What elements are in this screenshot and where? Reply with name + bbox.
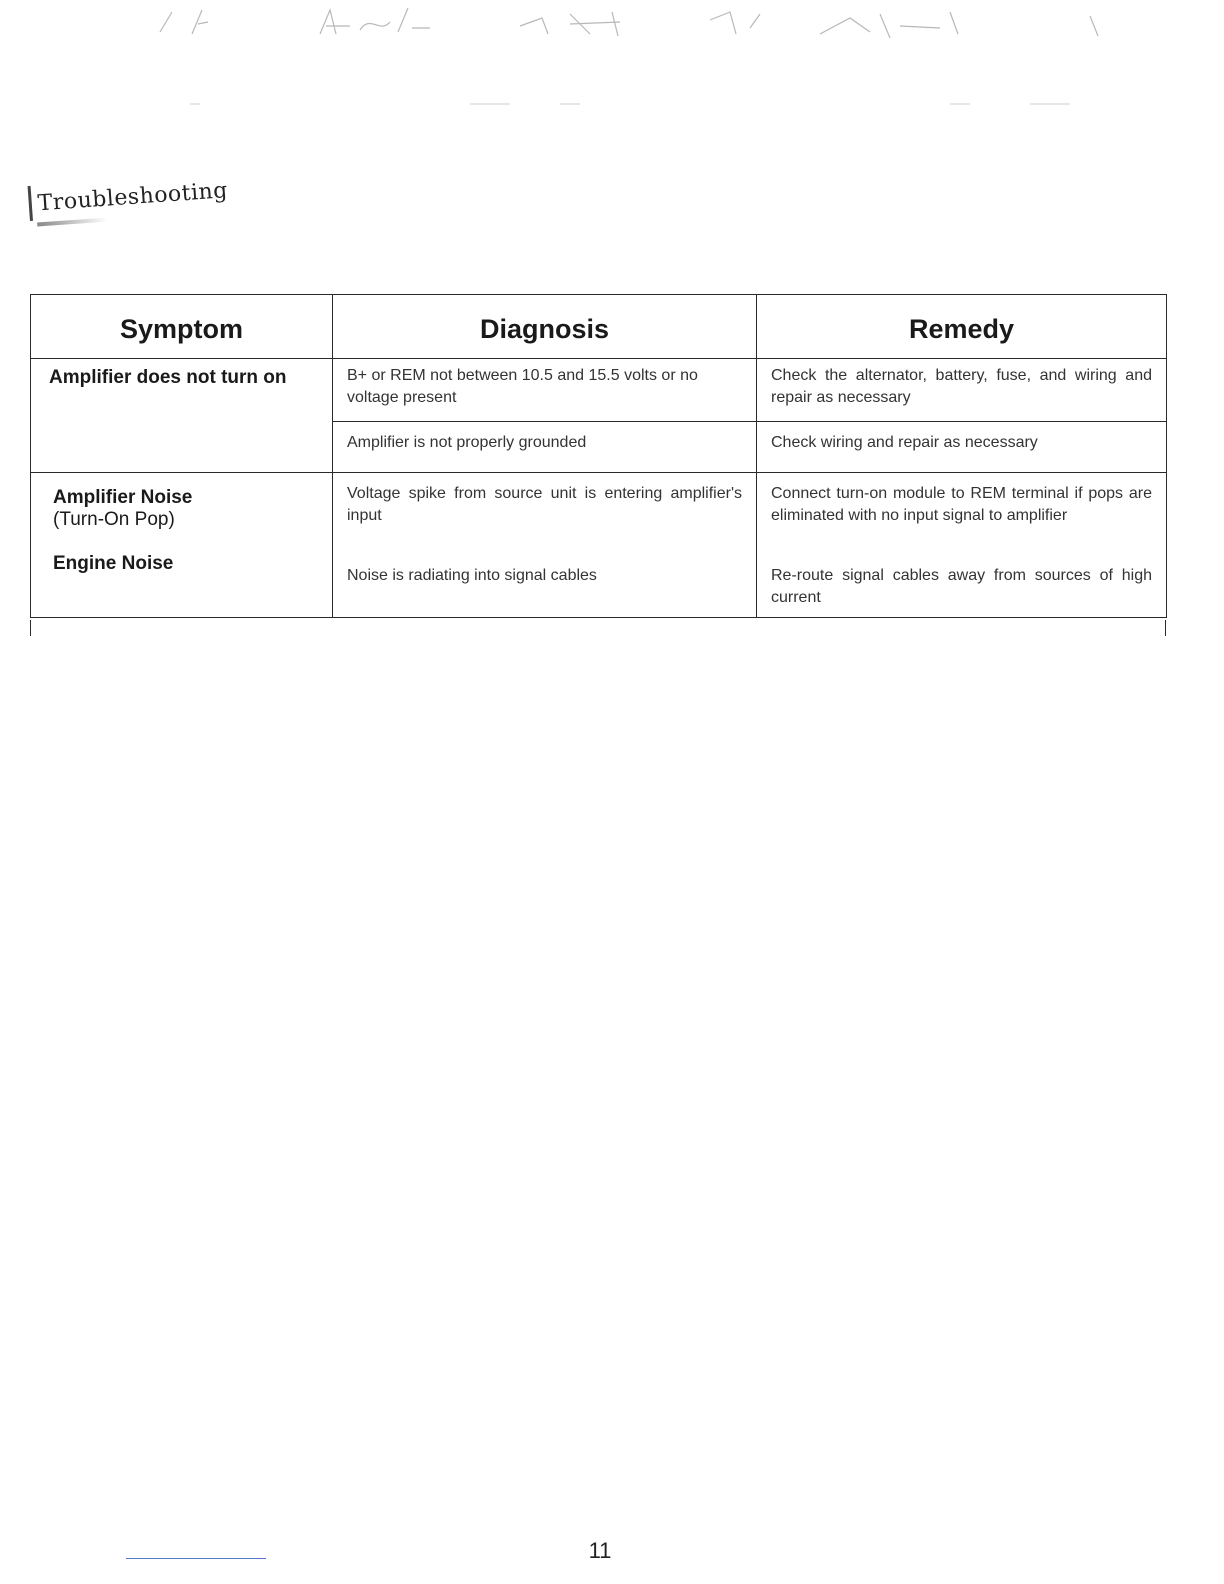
header-remedy: Remedy <box>757 295 1167 359</box>
section-title <box>28 172 235 221</box>
header-symptom: Symptom <box>31 295 333 359</box>
footer-link-rule <box>126 1558 266 1559</box>
diagnosis-cell <box>333 473 757 618</box>
diagnosis-text: Noise is radiating into signal cables <box>347 567 597 584</box>
remedy-cell <box>757 473 1167 618</box>
symptom-label: Amplifier does not turn on <box>49 367 287 388</box>
section-title-text: Troubleshooting <box>36 178 229 217</box>
diagnosis-text: Voltage spike from source unit is entering amplifier's input <box>347 485 742 524</box>
diagnosis-text: B+ or REM not between 10.5 and 15.5 volts or no voltage present <box>347 367 698 406</box>
symptom-sublabel: (Turn-On Pop) <box>53 509 175 530</box>
table-row <box>31 473 1167 618</box>
symptom-cell <box>31 473 333 618</box>
remedy-cell <box>757 422 1167 473</box>
table-row <box>31 359 1167 422</box>
scan-artifact-marks <box>150 4 1150 114</box>
table-edge-mark <box>1165 620 1166 636</box>
header-diagnosis: Diagnosis <box>333 295 757 359</box>
page-number: 11 <box>588 1538 612 1563</box>
symptom-cell <box>31 359 333 473</box>
remedy-text: Re-route signal cables away from sources of high current <box>771 567 1152 606</box>
remedy-text: Check the alternator, battery, fuse, and wiring and repair as necessary <box>771 367 1152 406</box>
title-smear-mark <box>37 218 107 227</box>
remedy-cell <box>757 359 1167 422</box>
diagnosis-cell <box>333 359 757 422</box>
diagnosis-cell <box>333 422 757 473</box>
table-header-row <box>31 295 1167 359</box>
symptom-label: Amplifier Noise <box>53 487 193 508</box>
symptom-label: Engine Noise <box>53 553 174 574</box>
troubleshooting-table <box>30 294 1167 618</box>
diagnosis-text: Amplifier is not properly grounded <box>347 434 587 451</box>
table-edge-mark <box>30 620 31 636</box>
remedy-text: Check wiring and repair as necessary <box>771 434 1038 451</box>
remedy-text: Connect turn-on module to REM terminal if pops are eliminated with no input signal to amplifier <box>771 485 1152 524</box>
